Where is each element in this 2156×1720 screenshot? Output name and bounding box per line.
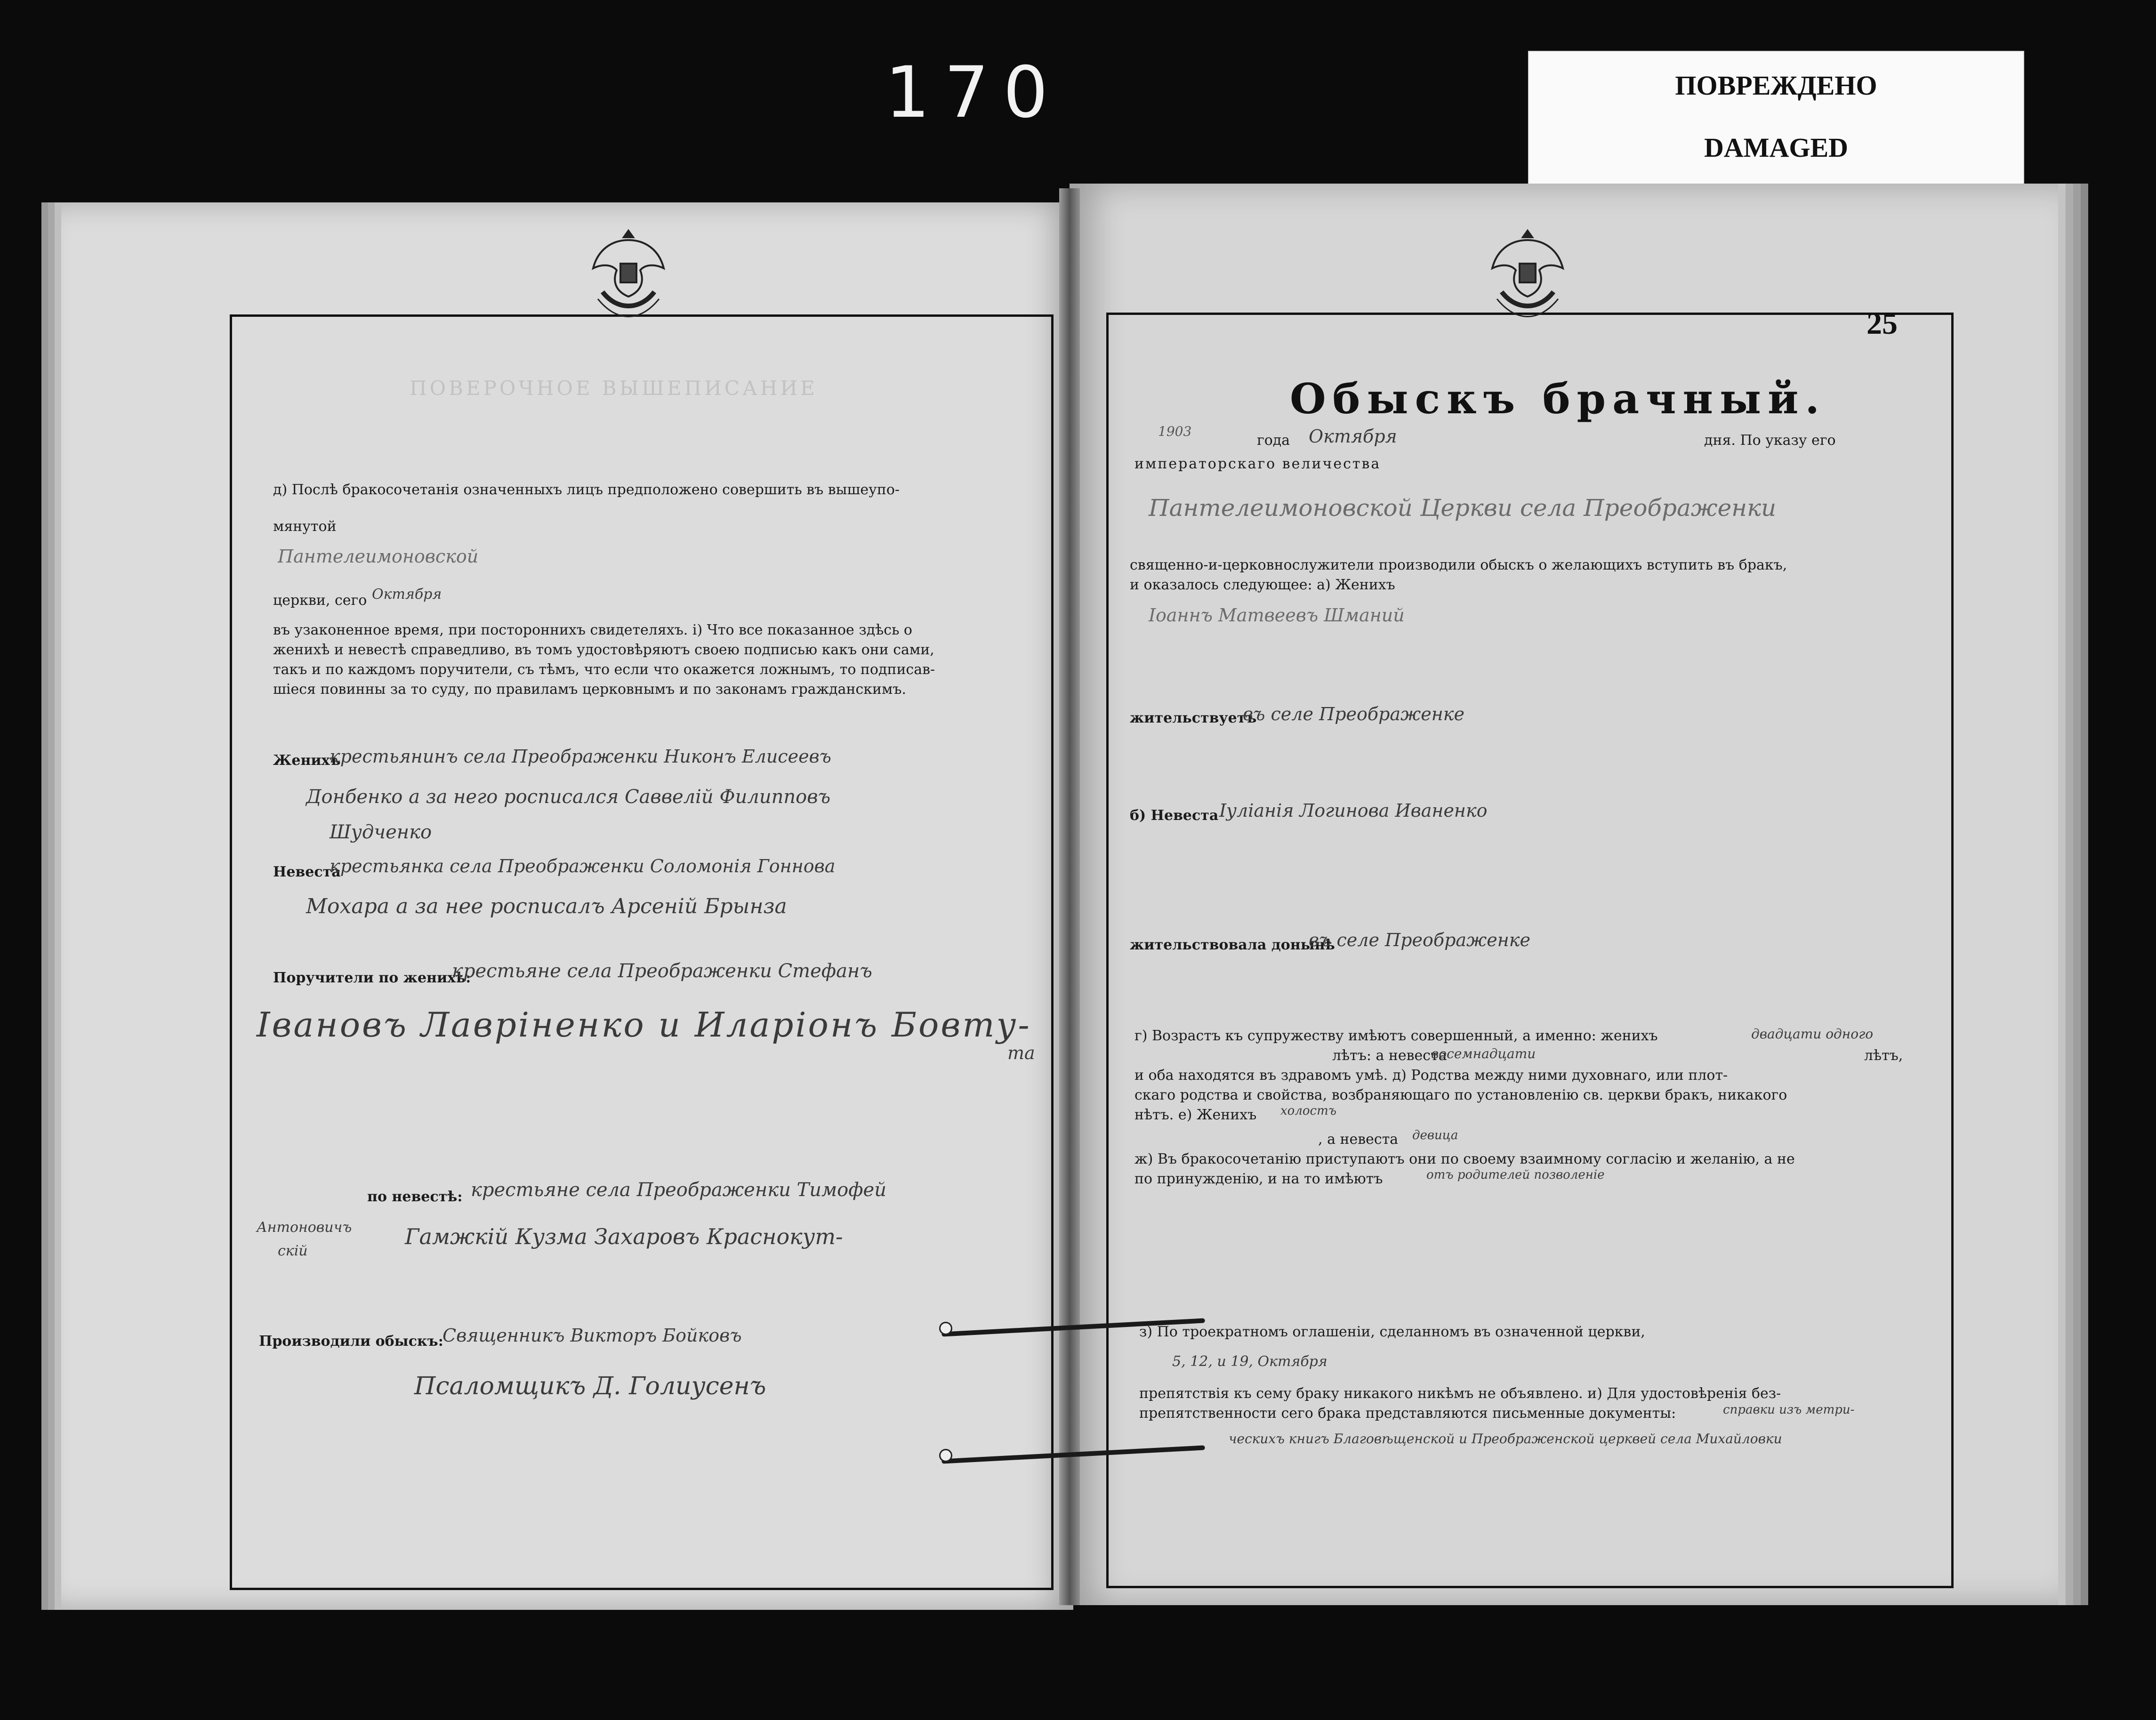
groom-signature-handwritten-1: крестьянинъ села Преображенки Никонъ Елисеевъ xyxy=(330,746,832,767)
impediments-text-line1: препятствія къ сему браку никакого никѣмъ не объявлено. и) Для удостовѣренія без- xyxy=(1139,1385,1781,1402)
year-word: года xyxy=(1257,432,1290,449)
bride-guarantors-handwritten-2a: Антоновичъ xyxy=(257,1219,352,1236)
groom-status-handwritten: холостъ xyxy=(1280,1104,1337,1118)
clergy-text: священно-и-церковнослужители производили обыскъ о желающихъ вступить въ бракъ, xyxy=(1130,557,1787,573)
groom-age-handwritten: двадцати одного xyxy=(1751,1026,1874,1042)
document-title: Обыскъ брачный. xyxy=(1290,374,1826,423)
bride-residence-handwritten: въ селе Преображенке xyxy=(1309,930,1530,950)
impediments-text-line2: препятственности сего брака представляются письменные документы: xyxy=(1139,1405,1676,1422)
priest-signature-handwritten: Священникъ Викторъ Бойковъ xyxy=(442,1325,742,1346)
left-church-label: церкви, сего xyxy=(273,592,367,609)
bride-signature-handwritten-1: крестьянка села Преображенки Соломонія Гоннова xyxy=(330,856,836,876)
damaged-sticker xyxy=(1528,51,2024,185)
groom-guarantors-label: Поручители по женихѣ: xyxy=(273,970,471,986)
book-gutter xyxy=(1059,188,1080,1605)
bride-name-handwritten: Іуліанія Логинова Иваненко xyxy=(1219,800,1488,821)
bride-status-label: , а невеста xyxy=(1318,1131,1399,1148)
bride-guarantors-handwritten-2b: Гамжкій Кузма Захаровъ Краснокут- xyxy=(405,1224,843,1249)
left-text-line1: д) Послѣ бракосочетанія означенныхъ лицъ предположено совершить въ вышеупо- xyxy=(273,482,900,498)
year-handwritten: 1903 xyxy=(1158,424,1192,439)
search-performed-label: Производили обыскъ: xyxy=(259,1333,443,1350)
age-text-line1: г) Возрастъ къ супружеству имѣютъ совершенный, а именно: женихъ xyxy=(1134,1028,1658,1044)
bride-signature-label: Невеста xyxy=(273,864,341,880)
groom-guarantors-handwritten-3: та xyxy=(1007,1043,1035,1063)
groom-residence-label: жительствуетъ xyxy=(1130,710,1257,726)
psalmist-signature-handwritten: Псаломщикъ Д. Голиусенъ xyxy=(414,1372,766,1400)
banns-text: з) По троекратномъ оглашеніи, сделанномъ въ означенной церкви, xyxy=(1139,1324,1645,1340)
bride-status-handwritten: девица xyxy=(1412,1128,1458,1142)
bride-age-handwritten: восемнадцати xyxy=(1431,1046,1536,1061)
bride-signature-handwritten-2: Мохара а за нее росписалъ Арсеній Брынза xyxy=(306,894,787,918)
groom-signature-handwritten-3: Шудченко xyxy=(330,821,432,843)
groom-residence-handwritten: въ селе Преображенке xyxy=(1243,704,1464,724)
left-church-handwritten: Пантелеимоновской xyxy=(278,546,479,567)
left-month-handwritten: Октября xyxy=(372,586,442,603)
groom-guarantors-handwritten-1: крестьяне села Преображенки Стефанъ xyxy=(452,960,872,982)
day-decree-text: дня. По указу его xyxy=(1704,432,1836,449)
groom-signature-handwritten-2: Донбенко а за него росписался Саввелій Филипповъ xyxy=(306,786,831,808)
age-text-line2a: лѣтъ: а невеста xyxy=(1332,1047,1447,1064)
church-name-handwritten: Пантелеимоновской Церкви села Преображенки xyxy=(1149,494,1777,522)
sticker-label-en: DAMAGED xyxy=(1704,132,1849,163)
bride-guarantors-label: по невестѣ: xyxy=(367,1189,463,1205)
left-text-line6: такъ и по каждомъ поручители, съ тѣмъ, что если что окажется ложнымъ, то подписав- xyxy=(273,661,935,678)
groom-guarantors-handwritten-2: Івановъ Лавріненко и Иларіонъ Бовту- xyxy=(257,1005,1031,1045)
groom-intro-text: и оказалось следующее: а) Женихъ xyxy=(1130,577,1395,593)
bride-guarantors-handwritten-3: скій xyxy=(278,1243,308,1259)
sticker-label-ru: ПОВРЕЖДЕНО xyxy=(1675,70,1877,101)
bride-guarantors-handwritten-1: крестьяне села Преображенки Тимофей xyxy=(471,1179,886,1201)
faint-bleed-through-heading: ПОВЕРОЧНОЕ ВЫШЕПИСАНИЕ xyxy=(410,377,818,400)
left-text-line2: мянутой xyxy=(273,518,337,535)
binding-knot-upper xyxy=(939,1322,952,1335)
consent-handwritten: отъ родителей позволеніе xyxy=(1426,1168,1605,1182)
imperial-eagle-crest-icon xyxy=(584,221,673,325)
groom-name-handwritten: Іоаннъ Матвеевъ Шманий xyxy=(1149,605,1405,626)
binding-knot-lower xyxy=(939,1449,952,1462)
consent-text-line1: ж) Въ бракосочетанію приступаютъ они по своему взаимному согласію и желанію, а не xyxy=(1134,1151,1795,1167)
left-text-line7: шіеся повинны за то суду, по правиламъ церковнымъ и по законамъ гражданскимъ. xyxy=(273,681,907,698)
imperial-majesty-text: императорскаго величества xyxy=(1134,456,1381,472)
age-text-line2b: лѣтъ, xyxy=(1864,1047,1903,1064)
documents-handwritten-2: ческихъ книгъ Благовѣщенской и Преображенской церквей села Михайловки xyxy=(1229,1431,1782,1447)
left-text-line4: въ узаконенное время, при постороннихъ свидетеляхъ. і) Что все показанное здѣсь о xyxy=(273,622,912,638)
bride-residence-label: жительствовала донынѣ xyxy=(1130,937,1335,953)
age-text-line5: нѣтъ. е) Женихъ xyxy=(1134,1107,1257,1123)
imperial-eagle-crest-icon xyxy=(1483,221,1572,325)
consent-text-line2: по принужденію, и на то имѣютъ xyxy=(1134,1171,1383,1187)
archive-number: 170 xyxy=(885,52,1062,134)
left-text-line5: женихѣ и невестѣ справедливо, въ томъ удостовѣряютъ своею подписью какъ они сами, xyxy=(273,642,934,658)
groom-signature-label: Женихъ xyxy=(273,752,341,769)
page-number: 25 xyxy=(1866,306,1898,341)
month-handwritten: Октября xyxy=(1309,426,1397,447)
age-text-line3: и оба находятся въ здравомъ умѣ. д) Родства между ними духовнаго, или плот- xyxy=(1134,1067,1728,1084)
age-text-line4: скаго родства и свойства, возбраняющаго по установленію св. церкви бракъ, никакого xyxy=(1134,1087,1787,1103)
bride-label: б) Невеста xyxy=(1130,807,1219,824)
banns-dates-handwritten: 5, 12, и 19, Октября xyxy=(1172,1353,1327,1370)
documents-handwritten-1: справки изъ метри- xyxy=(1723,1403,1855,1417)
